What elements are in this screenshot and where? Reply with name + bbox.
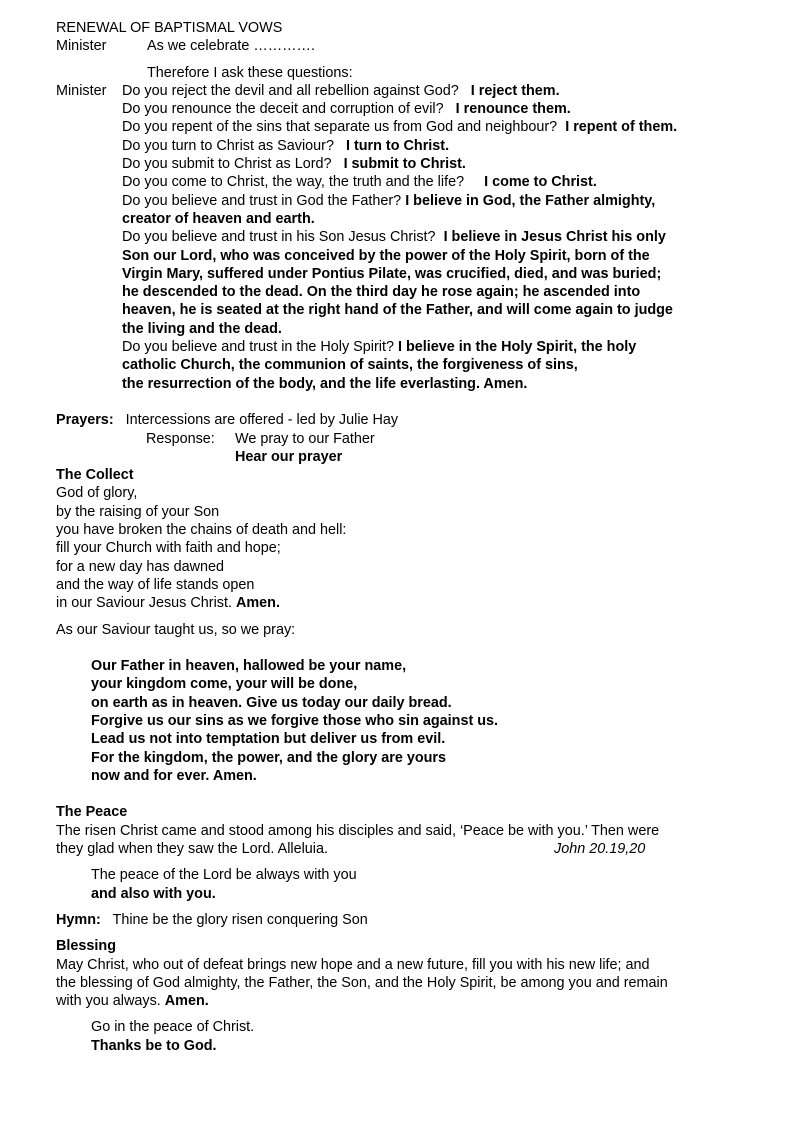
peace-title: The Peace <box>56 804 128 821</box>
answer-text: I repent of them. <box>565 119 678 136</box>
collect-line: and the way of life stands open <box>56 576 255 593</box>
therefore-line: Therefore I ask these questions: <box>147 64 353 81</box>
lords-prayer-line: Forgive us our sins as we forgive those who sin against us. <box>91 712 499 729</box>
answer-text: I submit to Christ. <box>343 156 466 173</box>
creed-son-line: heaven, he is seated at the right hand of the Father, and will come again to judge <box>122 302 673 319</box>
intro-text: As we celebrate …………. <box>147 38 315 55</box>
lords-prayer-line: Our Father in heaven, hallowed be your name, <box>91 658 407 675</box>
vows-heading: RENEWAL OF BAPTISMAL VOWS <box>56 20 283 36</box>
collect-line: God of glory, <box>56 485 138 502</box>
blessing-title: Blessing <box>56 938 116 955</box>
question-row <box>56 155 746 173</box>
creed-father-answer: I believe in God, the Father almighty, <box>405 192 656 209</box>
collect-line: by the raising of your Son <box>56 503 220 520</box>
lords-prayer-line: on earth as in heaven. Give us today our daily bread. <box>91 694 452 711</box>
collect-amen: Amen. <box>235 595 280 612</box>
response-1: We pray to our Father <box>235 430 375 447</box>
hymn-title: Thine be the glory risen conquering Son <box>112 911 368 928</box>
answer-text: I renounce them. <box>455 101 571 118</box>
collect-line: for a new day has dawned <box>56 558 225 575</box>
lords-prayer-line: your kingdom come, your will be done, <box>91 676 358 693</box>
question-row <box>56 137 746 155</box>
minister-label-2: Minister <box>56 82 107 99</box>
creed-father-answer-2: creator of heaven and earth. <box>122 210 315 227</box>
prayers-text: Intercessions are offered - led by Julie Hay <box>125 412 399 429</box>
lords-prayer-line: For the kingdom, the power, and the glory are yours <box>91 749 447 766</box>
creed-spirit-answer: I believe in the Holy Spirit, the holy <box>397 339 637 356</box>
question-text: Do you repent of the sins that separate us from God and neighbour? <box>122 119 558 136</box>
peace-reference: John 20.19,20 <box>554 841 646 858</box>
peace-versicle: The peace of the Lord be always with you <box>91 867 357 884</box>
creed-spirit <box>56 338 746 356</box>
blessing-line: May Christ, who out of defeat brings new hope and a new future, fill you with his new life; and <box>56 956 650 973</box>
question-row <box>56 173 746 191</box>
question-text: Do you turn to Christ as Saviour? <box>122 137 334 154</box>
peace-line-2-text: they glad when they saw the Lord. Alleluia. <box>56 841 328 858</box>
minister-label: Minister <box>56 38 107 55</box>
blessing-amen: Amen. <box>164 993 209 1010</box>
creed-spirit-question: Do you believe and trust in the Holy Spirit? <box>122 339 394 356</box>
question-text: Do you submit to Christ as Lord? <box>122 156 332 173</box>
creed-son-line: he descended to the dead. On the third day he rose again; he ascended into <box>122 284 641 301</box>
creed-father-question: Do you believe and trust in God the Father? <box>122 192 402 209</box>
collect-last-text: in our Saviour Jesus Christ. <box>56 595 232 612</box>
collect-last-line <box>56 594 746 612</box>
lords-prayer-intro: As our Saviour taught us, so we pray: <box>56 621 296 638</box>
blessing-last-line <box>56 992 746 1010</box>
question-row <box>56 118 746 136</box>
creed-son-line: Son our Lord, who was conceived by the power of the Holy Spirit, born of the <box>122 247 650 264</box>
collect-line: you have broken the chains of death and hell: <box>56 522 347 539</box>
answer-text: I turn to Christ. <box>345 137 450 154</box>
creed-son-line: the living and the dead. <box>122 320 282 337</box>
peace-line: The risen Christ came and stood among his disciples and said, ‘Peace be with you.’ Then were <box>56 822 660 839</box>
service-sheet <box>56 19 746 1055</box>
peace-response: and also with you. <box>91 885 216 902</box>
hymn-label: Hymn: <box>56 911 101 928</box>
creed-son-line: Virgin Mary, suffered under Pontius Pilate, was crucified, died, and was buried; <box>122 265 662 282</box>
question-text: Do you renounce the deceit and corruption of evil? <box>122 101 444 118</box>
response-row <box>56 430 746 448</box>
question-row <box>56 82 746 100</box>
creed-son-question: Do you believe and trust in his Son Jesus Christ? <box>122 229 436 246</box>
minister-intro <box>56 37 746 55</box>
question-text: Do you come to Christ, the way, the truth and the life? <box>122 174 465 191</box>
blessing-last-text: with you always. <box>56 993 161 1010</box>
prayers-row <box>56 411 746 429</box>
dismissal-response: Thanks be to God. <box>91 1037 217 1054</box>
peace-line-2 <box>56 840 746 858</box>
creed-spirit-line: catholic Church, the communion of saints, the forgiveness of sins, <box>122 357 578 374</box>
blessing-line: the blessing of God almighty, the Father, the Son, and the Holy Spirit, be among you and remain <box>56 974 668 991</box>
response-2: Hear our prayer <box>235 448 343 465</box>
creed-father <box>56 192 746 210</box>
question-text: Do you reject the devil and all rebellion against God? <box>122 82 459 99</box>
answer-text: I reject them. <box>470 82 560 99</box>
collect-line: fill your Church with faith and hope; <box>56 540 281 557</box>
creed-spirit-line: the resurrection of the body, and the life everlasting. Amen. <box>122 375 528 392</box>
response-label: Response: <box>146 430 215 447</box>
collect-title: The Collect <box>56 467 134 484</box>
prayers-label: Prayers: <box>56 412 114 429</box>
lords-prayer-line: now and for ever. Amen. <box>91 767 257 784</box>
creed-son <box>56 228 746 246</box>
lords-prayer-line: Lead us not into temptation but deliver us from evil. <box>91 731 446 748</box>
hymn-row <box>56 911 746 929</box>
question-row <box>56 100 746 118</box>
dismissal: Go in the peace of Christ. <box>91 1019 255 1036</box>
creed-son-answer: I believe in Jesus Christ his only <box>443 229 666 246</box>
answer-text: I come to Christ. <box>484 174 597 191</box>
